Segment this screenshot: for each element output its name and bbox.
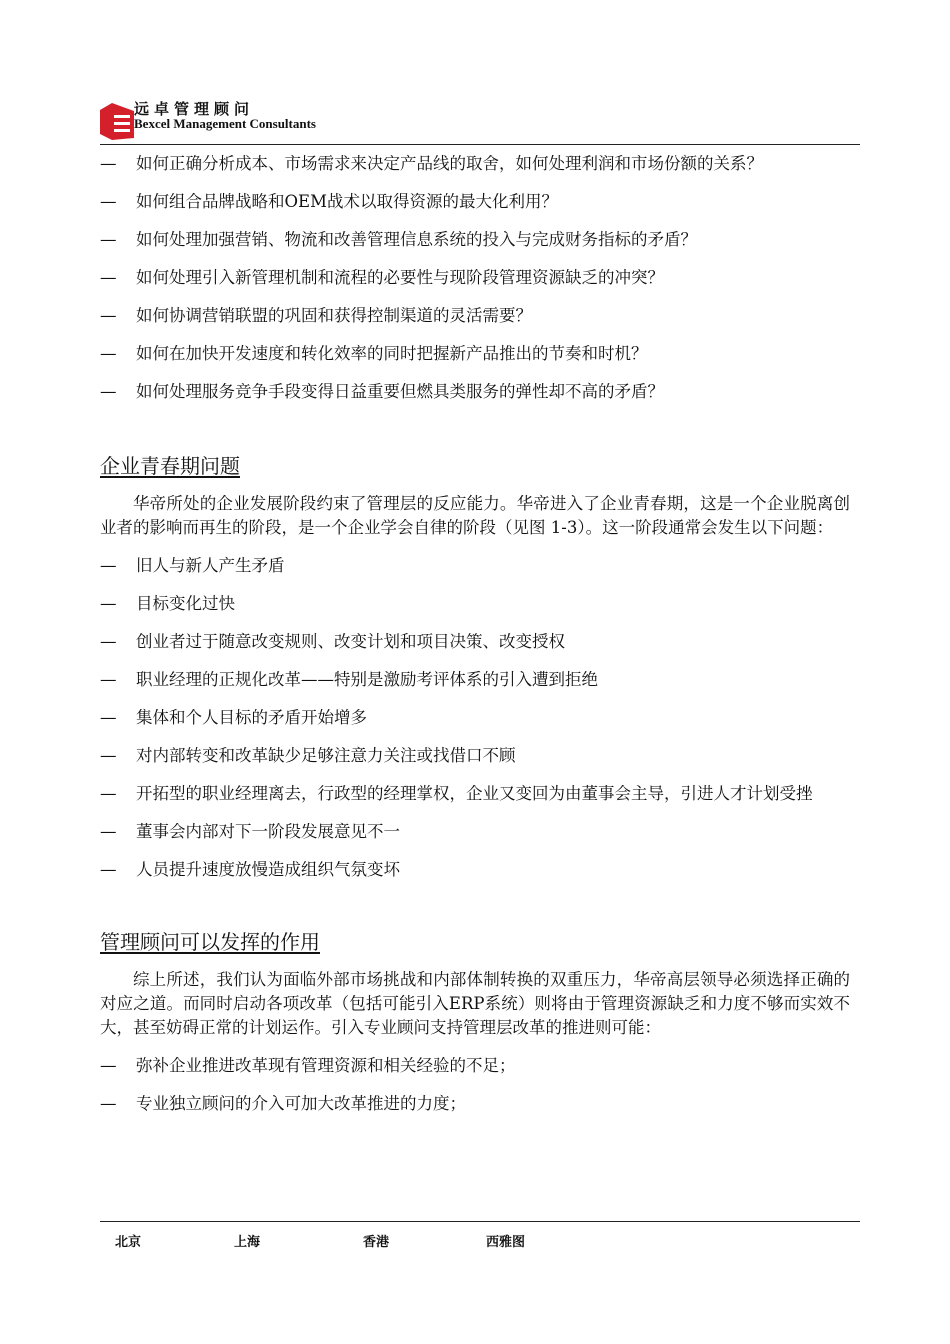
question-list (100, 152, 850, 404)
list-item-text: 职业经理的正规化改革——特别是激励考评体系的引入遭到拒绝 (136, 670, 598, 689)
footer-city-hongkong: 香港 (363, 1235, 390, 1250)
list-item (100, 342, 850, 366)
bullet-dash: — (100, 784, 117, 803)
list-item-text: 如何在加快开发速度和转化效率的同时把握新产品推出的节奏和时机？ (136, 344, 648, 363)
list-item-text: 集体和个人目标的矛盾开始增多 (136, 708, 367, 727)
section-heading: 管理顾问可以发挥的作用 (100, 930, 320, 954)
list-item-text: 如何处理服务竞争手段变得日益重要但燃具类服务的弹性却不高的矛盾？ (136, 382, 664, 401)
list-item-text: 董事会内部对下一阶段发展意见不一 (136, 822, 400, 841)
section-heading: 企业青春期问题 (100, 454, 240, 478)
bullet-dash: — (100, 708, 117, 727)
list-item (100, 190, 850, 214)
bullet-dash: — (100, 192, 117, 211)
list-item (100, 1092, 850, 1116)
document-body (100, 152, 850, 1130)
list-item-text: 人员提升速度放慢造成组织气氛变坏 (136, 860, 400, 879)
list-item (100, 706, 850, 730)
list-item-text: 如何协调营销联盟的巩固和获得控制渠道的灵活需要？ (136, 306, 532, 325)
bullet-dash: — (100, 306, 117, 325)
list-item (100, 820, 850, 844)
section-spacer (100, 896, 850, 930)
list-item-text: 目标变化过快 (136, 594, 235, 613)
bexcel-logo-icon (100, 100, 134, 140)
list-item (100, 782, 850, 806)
benefit-list (100, 1054, 850, 1116)
bullet-dash: — (100, 556, 117, 575)
list-item (100, 858, 850, 882)
list-item-text: 创业者过于随意改变规则、改变计划和项目决策、改变授权 (136, 632, 565, 651)
bullet-dash: — (100, 230, 117, 249)
list-item-text: 专业独立顾问的介入可加大改革推进的力度； (136, 1094, 466, 1113)
list-item-text: 如何处理加强营销、物流和改善管理信息系统的投入与完成财务指标的矛盾？ (136, 230, 697, 249)
section-paragraph: 综上所述，我们认为面临外部市场挑战和内部体制转换的双重压力，华帝高层领导必须选择正确的对应之道。而同时启动各项改革（包括可能引入ERP系统）则将由于管理资源缺乏和力度不够而实效不大，甚至妨碍正常的计划运作。引入专业顾问支持管理层改革的推进则可能： (100, 970, 850, 1037)
bullet-dash: — (100, 860, 117, 879)
bullet-dash: — (100, 632, 117, 651)
list-item-text: 如何正确分析成本、市场需求来决定产品线的取舍，如何处理利润和市场份额的关系？ (136, 154, 763, 173)
footer-city-shanghai: 上海 (234, 1235, 261, 1250)
list-item-text: 对内部转变和改革缺少足够注意力关注或找借口不顾 (136, 746, 516, 765)
header-divider (100, 144, 860, 145)
bullet-dash: — (100, 344, 117, 363)
bullet-dash: — (100, 670, 117, 689)
list-item (100, 592, 850, 616)
list-item (100, 152, 850, 176)
bullet-dash: — (100, 822, 117, 841)
section-spacer (100, 418, 850, 454)
list-item (100, 380, 850, 404)
list-item-text: 旧人与新人产生矛盾 (136, 556, 285, 575)
footer-city-seattle: 西雅图 (486, 1235, 526, 1250)
bullet-dash: — (100, 1094, 117, 1113)
list-item-text: 弥补企业推进改革现有管理资源和相关经验的不足； (136, 1056, 516, 1075)
list-item (100, 744, 850, 768)
bullet-dash: — (100, 154, 117, 173)
footer-city-beijing: 北京 (115, 1235, 142, 1250)
list-item (100, 228, 850, 252)
bullet-dash: — (100, 382, 117, 401)
list-item (100, 668, 850, 692)
footer-divider (100, 1221, 860, 1222)
list-item (100, 1054, 850, 1078)
brand-name-english: Bexcel Management Consultants (134, 116, 316, 131)
list-item-text: 如何组合品牌战略和OEM战术以取得资源的最大化利用？ (136, 192, 558, 211)
page-header (100, 96, 860, 146)
list-item-text: 开拓型的职业经理离去，行政型的经理掌权，企业又变回为由董事会主导，引进人才计划受挫 (136, 784, 813, 803)
problem-list (100, 554, 850, 882)
section-paragraph: 华帝所处的企业发展阶段约束了管理层的反应能力。华帝进入了企业青春期，这是一个企业脱离创业者的影响而再生的阶段，是一个企业学会自律的阶段（见图 1-3）。这一阶段通常会发生以下问题： (100, 494, 850, 537)
brand-name-chinese: 远卓管理顾问 (134, 100, 255, 118)
list-item (100, 554, 850, 578)
bullet-dash: — (100, 594, 117, 613)
list-item (100, 630, 850, 654)
list-item-text: 如何处理引入新管理机制和流程的必要性与现阶段管理资源缺乏的冲突？ (136, 268, 664, 287)
list-item (100, 266, 850, 290)
bullet-dash: — (100, 746, 117, 765)
bullet-dash: — (100, 1056, 117, 1075)
bullet-dash: — (100, 268, 117, 287)
list-item (100, 304, 850, 328)
